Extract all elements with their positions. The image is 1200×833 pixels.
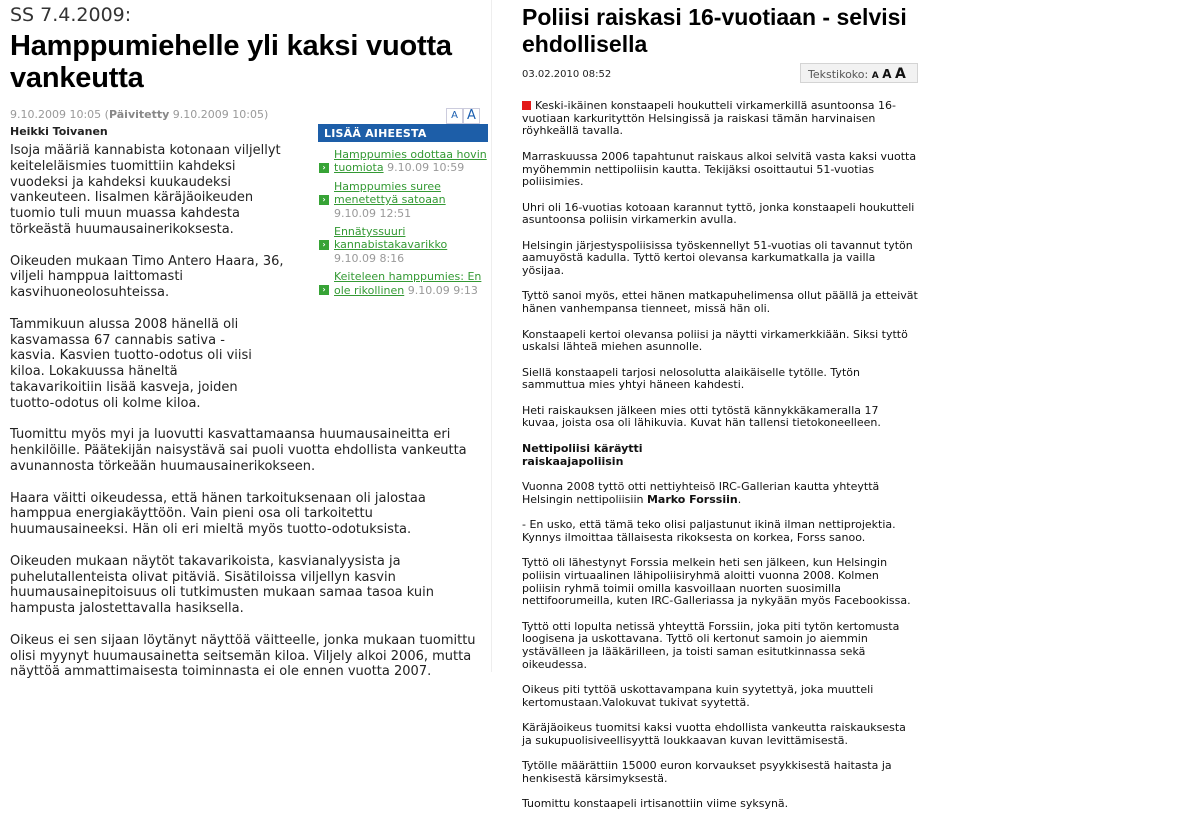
paragraph: Tytölle määrättiin 15000 euron korvaukset psyykkisestä haitasta ja henkisestä kärsimyksestä. <box>522 759 892 786</box>
article-meta: 9.10.2009 10:05 (Päivitetty 9.10.2009 10:05) <box>10 108 269 121</box>
paragraph: Marraskuussa 2006 tapahtunut raiskaus alkoi selvitä vasta kaksi vuotta myöhemmin nettipoliisin kautta. Tekijäksi osoittautui 51-vuotias poliisimies. <box>522 149 917 189</box>
font-smaller-button[interactable]: A <box>446 108 463 124</box>
column-divider <box>491 0 492 672</box>
related-link[interactable]: Hamppumies suree menetettyä satoaan <box>334 179 446 207</box>
left-article-body <box>10 143 482 696</box>
lead-paragraph <box>522 100 918 138</box>
paragraph: Oikeus ei sen sijaan löytänyt näyttöä väitteelle, jonka mukaan tuomittu olisi myynyt huumausainetta seitsemän kiloa. Viljely alkoi 2006, mutta näyttöä ammattimaisesta toiminnasta ei ole ennen vuotta 2007. <box>10 632 476 680</box>
related-link[interactable]: Ennätyssuuri kannabistakavarikko <box>334 225 448 252</box>
paragraph <box>522 481 918 506</box>
paragraph: Heti raiskauksen jälkeen mies otti tytöstä kännykkäkameralla 17 kuvaa, joista osa oli lähikuvia. Kuvat hän tallensi tietokoneelleen. <box>522 403 881 430</box>
paragraph: Tyttö otti lopulta netissä yhteyttä Forssiin, joka piti tytön kertomusta loogisena ja uskottavana. Tyttö oli kertonut samoin jo aiemmin ystävälleen ja lääkärilleen, ja toisti saman esitutkinnassa sekä oikeudessa. <box>522 619 900 671</box>
paragraph: Käräjäoikeus tuomitsi kaksi vuotta ehdollista vankeutta raiskauksesta ja sukupuolisiveellisyyttä loukkaavan kuvan levittämisestä. <box>522 721 906 747</box>
updated-time: 9.10.2009 10:05 <box>172 108 264 121</box>
paragraph: Helsingin järjestyspoliisissa työskennellyt 51-vuotias oli tavannut tytön aamuyöstä kadulla. Tyttö kertoi olevansa karkumatkalla ja vailla yösijaa. <box>522 238 913 278</box>
related-time: 9.10.09 12:51 <box>334 206 412 220</box>
right-article-body <box>522 100 918 824</box>
related-time: 9.10.09 9:13 <box>407 283 478 297</box>
text-size-control <box>800 63 918 83</box>
text-size-large-button[interactable]: A <box>894 66 906 82</box>
related-link[interactable]: Keiteleen hamppumies: En ole rikollinen <box>334 270 482 297</box>
right-headline: Poliisi raiskasi 16-vuotiaan - selvisi ehdollisella <box>522 4 907 57</box>
paragraph: Tuomittu myös myi ja luovutti kasvattamaansa huumausaineitta eri henkilöille. Päätekijän naisystävä sai puoli vuotta ehdollista vankeutta avunannosta törkeään huumausainerikokseen. <box>10 427 467 474</box>
lead-text: Keski-ikäinen konstaapeli houkutteli virkamerkillä asuntoonsa 16-vuotiaan karkurityttön Helsingissä ja raiskasi tämän harvinaisen röyhkeällä tavalla. <box>522 99 896 138</box>
text-size-small-button[interactable]: A <box>871 71 879 81</box>
paragraph: Siellä konstaapeli tarjosi nelosolutta alaikäiselle tytölle. Tytön sammuttua mies yhtyi häneen kahdesti. <box>522 365 860 392</box>
paragraph: Tuomittu konstaapeli irtisanottiin viime syksynä. <box>522 797 789 811</box>
paragraph: Konstaapeli kertoi olevansa poliisi ja näytti virkamerkkiään. Siksi tyttö uskalsi lähteä miehen asunnolle. <box>522 327 908 354</box>
subheading <box>522 443 918 468</box>
arrow-right-icon: › <box>319 195 329 205</box>
updated-label: Päivitetty <box>108 108 170 121</box>
paragraph: - En usko, että tämä teko olisi paljastunut ikinä ilman nettiprojektia. Kynnys ilmoittaa tällaisesta rikoksesta on korkea, Forss sanoo. <box>522 518 896 544</box>
paragraph: Isoja määriä kannabista kotonaan viljellyt keiteleläismies tuomittiin kahdeksi vuodeksi ja kahdeksi kuukaudeksi vankeuteen. Iisalmen käräjäoikeuden tuomio tuli muun muassa kahdesta törkeästä huumausainerikoksesta. <box>10 143 281 237</box>
subheading-line-1: Nettipoliisi käräytti <box>522 441 643 455</box>
paragraph: Haara väitti oikeudessa, että hänen tarkoituksenaan oli jalostaa hamppua energiakäyttöön. Vain pieni osa oli tarkoitettu huumausaineeksi. Hän oli eri mieltä myös tuotto-odotuksista. <box>10 490 426 538</box>
person-name: Marko Forssiin <box>646 492 738 506</box>
paragraph: Oikeuden mukaan näytöt takavarikoista, kasvianalyysista ja puhelutallenteista olivat pitäviä. Sisätiloissa viljellyn kasvin huumausainepitoisuus oli tutkimusten mukaan samaa tasoa kuin hampusta jalostettavalla hasiksella. <box>10 553 434 617</box>
related-time: 9.10.09 8:16 <box>334 251 405 265</box>
font-larger-button[interactable]: A <box>463 108 480 124</box>
article-date: 03.02.2010 08:52 <box>522 69 612 80</box>
paragraph: Tyttö oli lähestynyt Forssia melkein heti sen jälkeen, kun Helsingin poliisin virtuaalinen lähipoliisiryhmä aloitti vuonna 2008. Kolmen poliisin ryhmä toimii omilla kasvoillaan nuorten suosimilla nettifoorumeilla, kuten IRC-Galleriassa ja nykyään myös Facebookissa. <box>522 556 911 608</box>
subheading-line-2: raiskaajapoliisin <box>522 454 624 468</box>
text-size-label: Tekstikoko: <box>808 68 869 81</box>
related-title: LISÄÄ AIHEESTA <box>318 124 488 142</box>
arrow-right-icon: › <box>319 240 329 250</box>
related-time: 9.10.09 10:59 <box>387 161 465 175</box>
paragraph: Oikeus piti tyttöä uskottavampana kuin syytettyä, joka muutteli kertomustaan.Valokuvat tukivat syytettä. <box>522 683 874 709</box>
related-link[interactable]: Hamppumies odottaa hovin tuomiota <box>334 148 487 175</box>
paragraph: Oikeuden mukaan Timo Antero Haara, 36, viljeli hamppua laittomasti kasvihuoneolosuhteissa. <box>10 253 284 301</box>
arrow-right-icon: › <box>319 163 329 173</box>
left-headline: Hamppumiehelle yli kaksi vuotta vankeutta <box>10 30 452 94</box>
author: Heikki Toivanen <box>10 125 108 138</box>
font-size-controls <box>446 108 482 122</box>
paragraph <box>10 317 260 412</box>
dateline: SS 7.4.2009: <box>10 4 132 26</box>
paragraph: Uhri oli 16-vuotias kotoaan karannut tyttö, jonka konstaapeli houkutteli asuntoonsa poliisin virkamerkin avulla. <box>522 200 915 227</box>
text-size-medium-button[interactable]: A <box>882 67 892 81</box>
published-time: 9.10.2009 10:05 <box>10 108 102 121</box>
arrow-right-icon: › <box>319 285 329 295</box>
lead-marker-icon <box>522 101 531 110</box>
paragraph: Tyttö sanoi myös, ettei hänen matkapuhelimensa ollut päällä ja etteivät hänen vanhempansa tienneet, missä hän oli. <box>522 289 918 316</box>
paragraph-text: Tammikuun alussa 2008 hänellä oli kasvamassa 67 cannabis sativa -kasvia. Kasvien tuotto-odotus oli viisi kiloa. Lokakuussa häneltä takavarikoitiin lisää kasveja, joiden tuotto-odotus oli kolme kiloa. <box>10 316 252 411</box>
paragraph-text: Vuonna 2008 tyttö otti nettiyhteisö IRC-Gallerian kautta yhteyttä Helsingin nettipoliisiin <box>522 479 880 506</box>
paragraph-text: . <box>737 492 742 506</box>
